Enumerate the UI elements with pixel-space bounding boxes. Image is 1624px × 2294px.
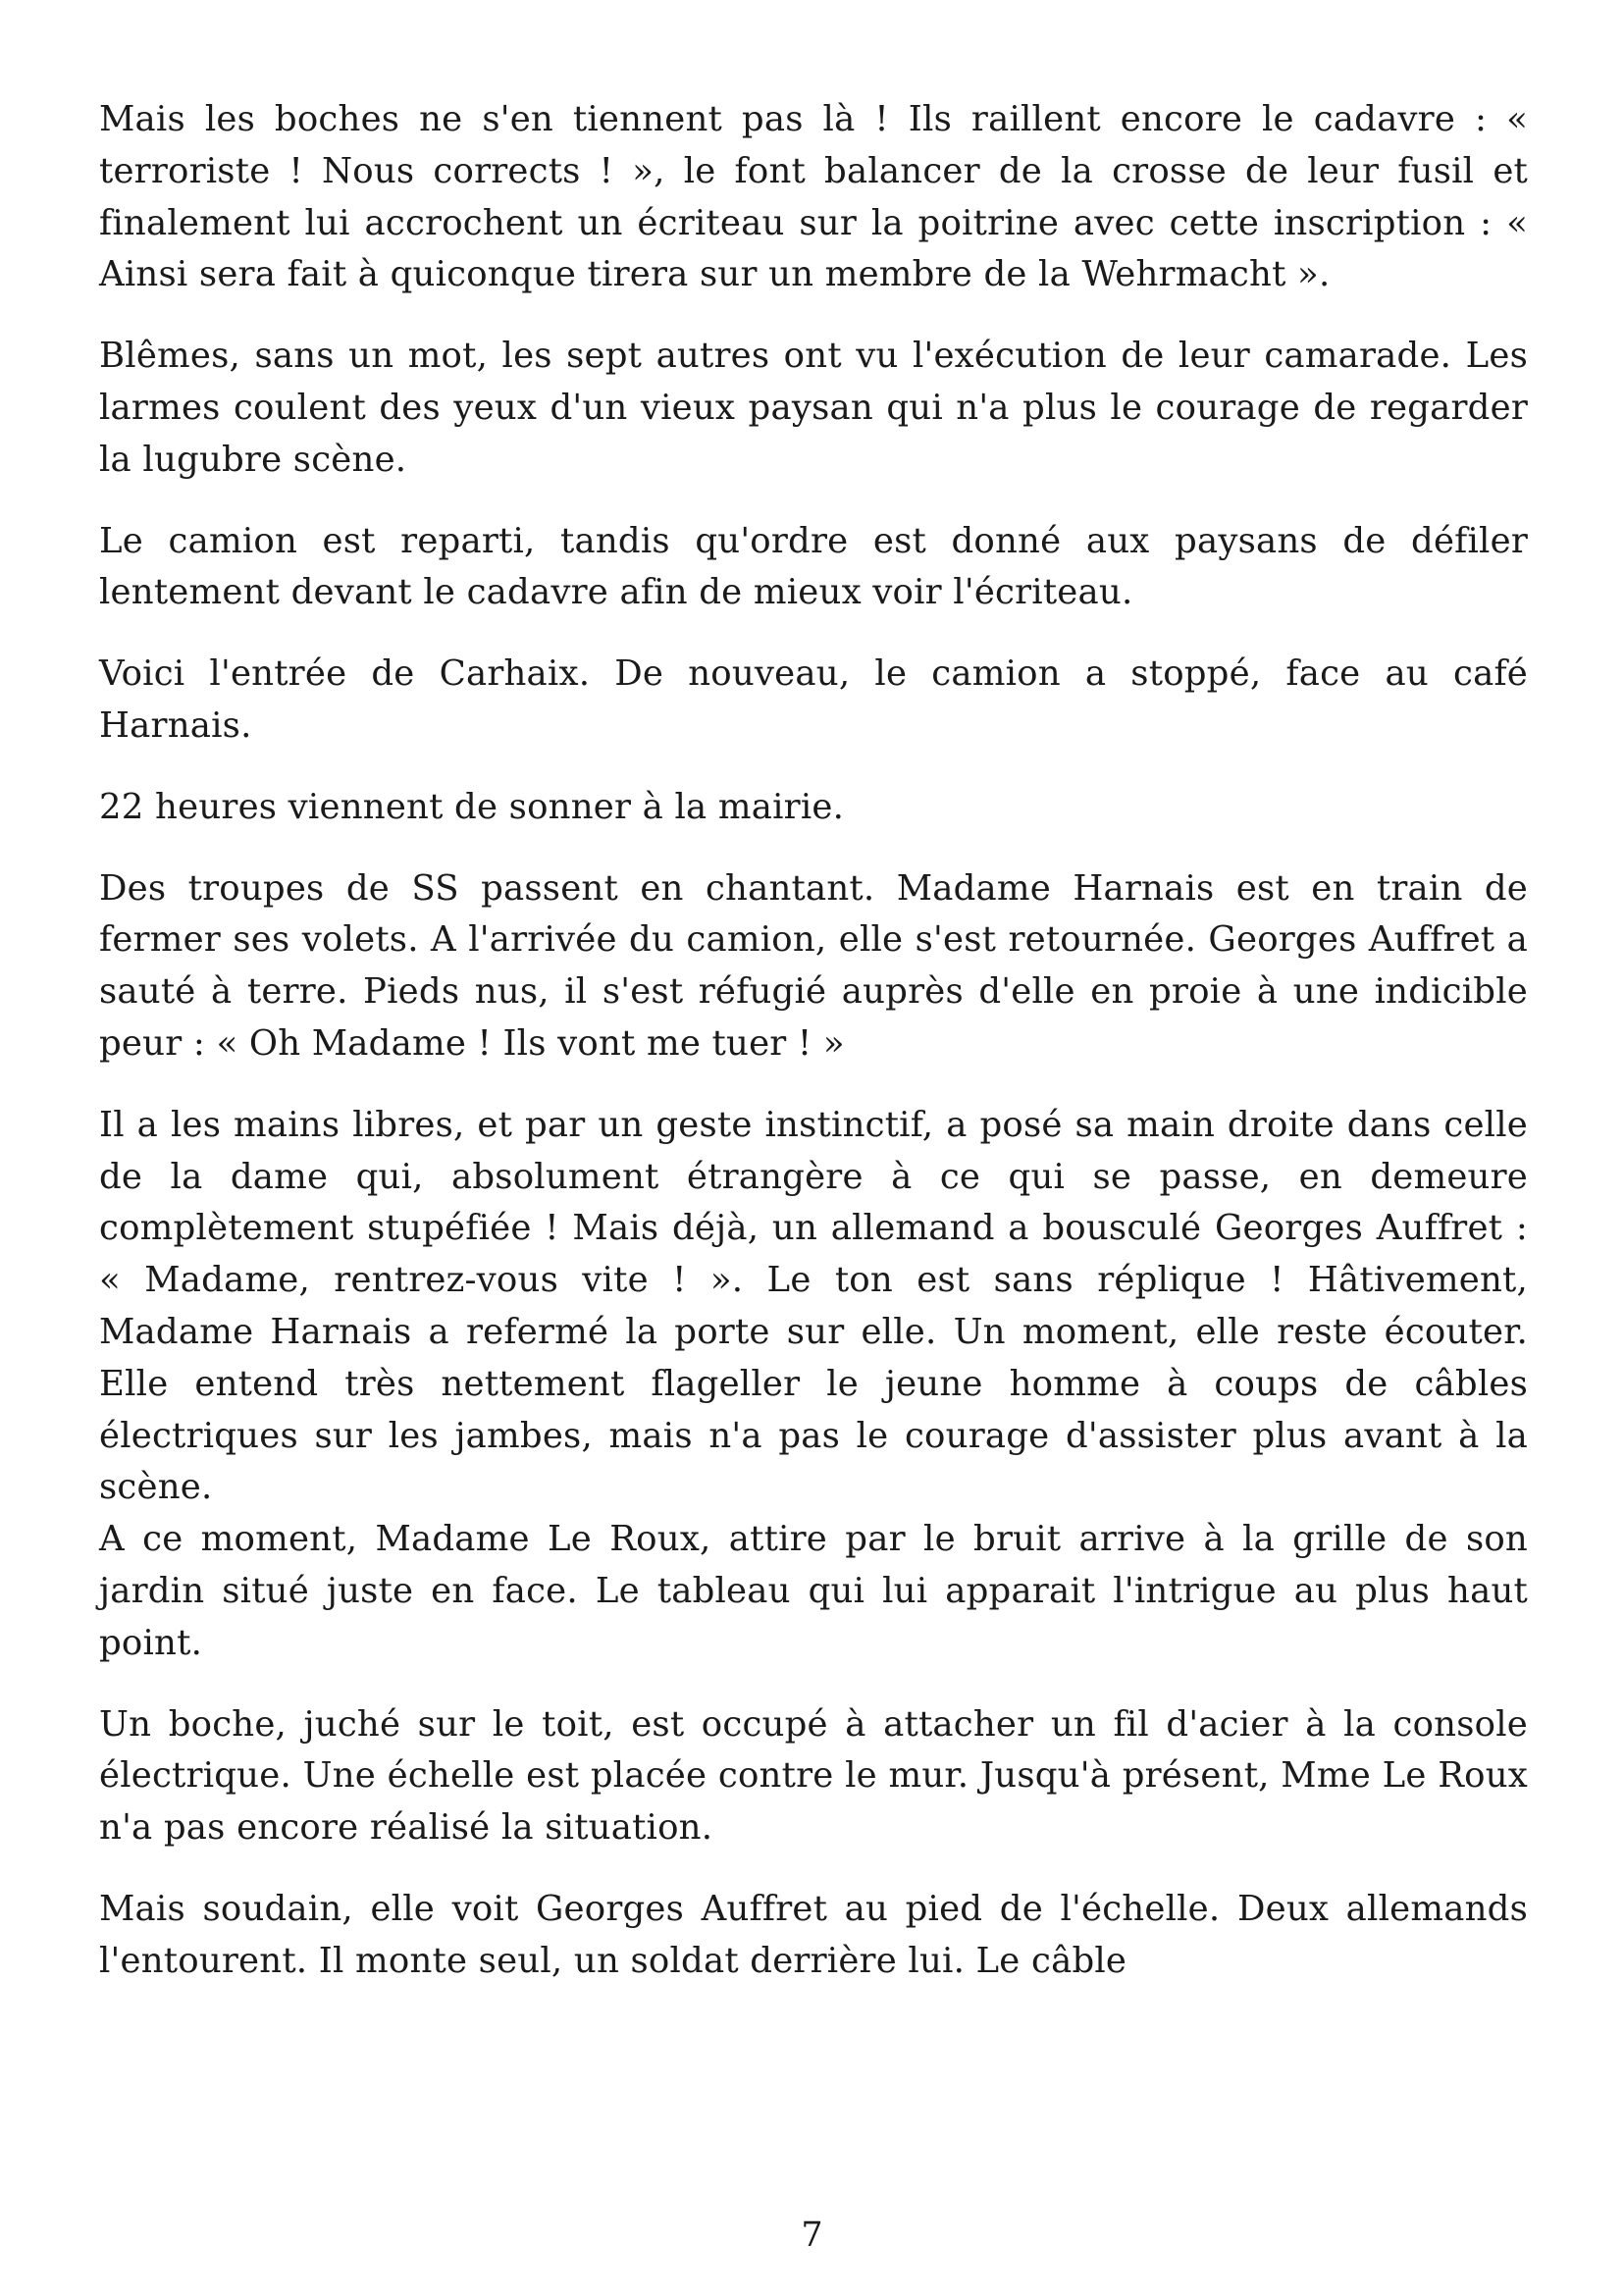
paragraph-5: 22 heures viennent de sonner à la mairie. bbox=[99, 786, 845, 827]
paragraph-4: Voici l'entrée de Carhaix. De nouveau, le camion a stoppé, face au café Harnais. bbox=[99, 653, 1528, 746]
paragraph-9: Un boche, juché sur le toit, est occupé à attacher un fil d'acier à la console électrique. Une échelle est placée contre le mur. Jusqu'à présent, Mme Le Roux n'a pas encore réalisé la situation. bbox=[99, 1703, 1528, 1849]
paragraph-2: Blêmes, sans un mot, les sept autres ont vu l'exécution de leur camarade. Les larmes coulent des yeux d'un vieux paysan qui n'a plus le courage de regarder la lugubre scène. bbox=[99, 336, 1528, 480]
paragraph-7: Il a les mains libres, et par un geste instinctif, a posé sa main droite dans celle de la dame qui, absolument étrangère à ce qui se passe, en demeure complètement stupéfiée ! Mais déjà, un allemand a bousculé Georges Auffret : « Madame, rentrez-vous vite ! ». Le ton est sans réplique ! Hâtivement, Madame Harnais a refermé la porte sur elle. Un moment, elle reste écouter. Elle entend très nettement flageller le jeune homme à coups de câbles électriques sur les jambes, mais n'a pas le courage d'assister plus avant à la scène. bbox=[99, 1104, 1528, 1508]
paragraph-10: Mais soudain, elle voit Georges Auffret au pied de l'échelle. Deux allemands l'entourent. Il monte seul, un soldat derrière lui. Le câble bbox=[99, 1888, 1528, 1981]
page-number: 7 bbox=[801, 2216, 823, 2255]
document-page bbox=[99, 94, 1528, 2017]
paragraph-1: Mais les boches ne s'en tiennent pas là ! Ils raillent encore le cadavre : « terroriste ! Nous corrects ! », le font balancer de la crosse de leur fusil et finalement lui accrochent un écriteau sur la poitrine avec cette inscription : « Ainsi sera fait à quiconque tirera sur un membre de la Wehrmacht ». bbox=[99, 99, 1528, 295]
paragraph-3: Le camion est reparti, tandis qu'ordre est donné aux paysans de défiler lentement devant le cadavre afin de mieux voir l'écriteau. bbox=[99, 520, 1528, 613]
paragraph-8: A ce moment, Madame Le Roux, attire par le bruit arrive à la grille de son jardin situé juste en face. Le tableau qui lui apparait l'intrigue au plus haut point. bbox=[99, 1519, 1528, 1663]
paragraph-6: Des troupes de SS passent en chantant. Madame Harnais est en train de fermer ses volets. A l'arrivée du camion, elle s'est retournée. Georges Auffret a sauté à terre. Pieds nus, il s'est réfugié auprès d'elle en proie à une indicible peur : « Oh Madame ! Ils vont me tuer ! » bbox=[99, 867, 1528, 1064]
